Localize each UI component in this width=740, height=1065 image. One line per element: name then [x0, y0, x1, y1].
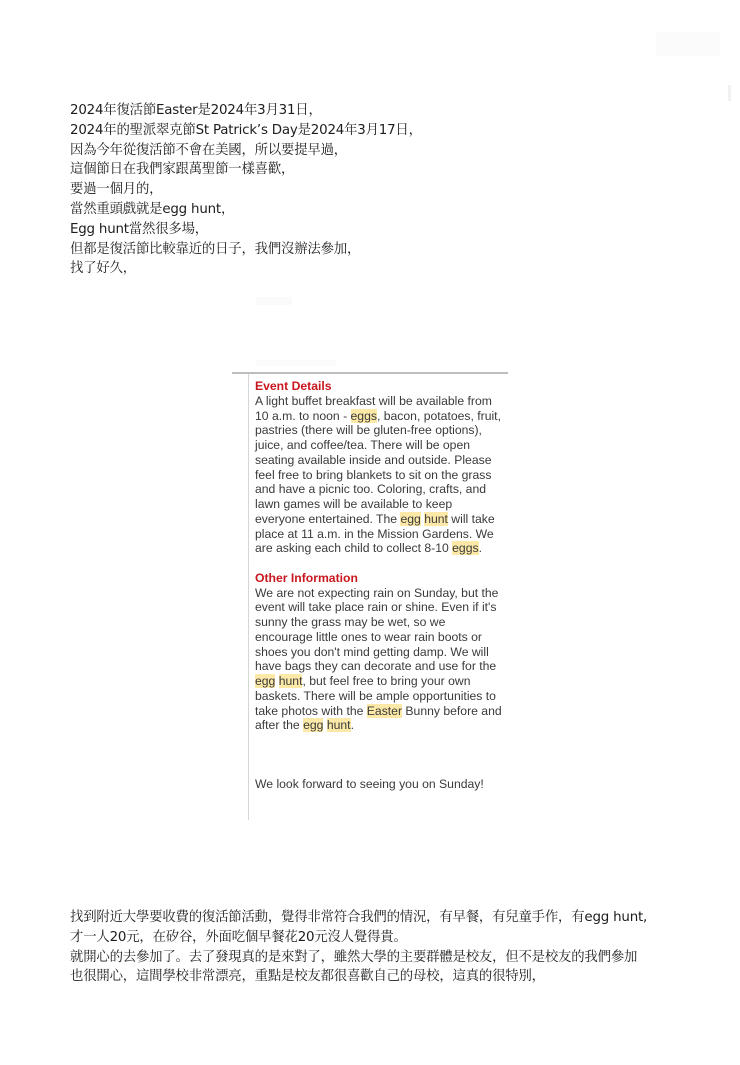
closing-line: We look forward to seeing you on Sunday! [255, 777, 484, 791]
outro-line: 才一人20元，在矽谷，外面吃個早餐花20元沒人覺得貴。 [70, 929, 407, 945]
intro-line: 2024年的聖派翠克節St Patrick’s Day是2024年3月17日， [70, 122, 422, 138]
text-segment: will take place at 11 a.m. in the Mission Gardens. We are asking each child to collect 8-10 [255, 511, 495, 556]
faint-caption [256, 297, 292, 305]
search-highlight: eggs [452, 541, 479, 556]
search-highlight: hunt [424, 511, 448, 526]
text-segment: , but feel free to bring your own baskets. There will be ample opportunities to take photos with the [255, 674, 496, 718]
intro-line: 因為今年從復活節不會在美國，所以要提早過， [70, 142, 348, 158]
text-segment: . [478, 541, 482, 556]
search-highlight: hunt [278, 674, 303, 688]
text-segment: A light buffet breakfast will be available from 10 a.m. to noon - [255, 393, 492, 423]
event-info-content [255, 379, 505, 792]
intro-line: 但都是復活節比較靠近的日子，我們沒辦法參加， [70, 241, 361, 257]
intro-line: 這個節日在我們家跟萬聖節一樣喜歡， [70, 162, 295, 178]
other-information-section [255, 571, 505, 733]
outro-line: 也很開心，這間學校非常漂亮，重點是校友都很喜歡自己的母校，這真的很特別， [70, 969, 545, 985]
event-details-heading: Event Details [255, 379, 332, 393]
intro-paragraph [70, 101, 690, 279]
text-segment: , bacon, potatoes, fruit, pastries (there will be gluten-free options), juice, and coffee/tea. There will be open seating available inside and outside. Please feel free to bring blankets to sit on the grass and have a picnic too. Coloring, crafts, and lawn games will be available to keep everyone entertained. The [255, 408, 501, 526]
text-segment: Bunny before and after the [255, 703, 502, 733]
other-information-body [255, 586, 505, 734]
text-segment: . [350, 718, 354, 733]
intro-line: 找了好久， [70, 261, 136, 277]
search-highlight: hunt [326, 718, 351, 733]
intro-line: 要過一個月的， [70, 182, 163, 198]
faint-top-decoration [656, 32, 720, 56]
search-highlight: Easter [366, 703, 403, 718]
other-information-heading: Other Information [255, 570, 358, 585]
outro-paragraph [70, 908, 710, 987]
outro-line: 找到附近大學要收費的復活節活動，覺得非常符合我們的情況，有早餐，有兒童手作，有egg hunt, [70, 910, 648, 925]
text-segment: We are not expecting rain on Sunday, but the event will take place rain or shine. Even if it's sunny the grass may be wet, so we encourage little ones to wear rain boots or shoes you don't mind getting damp. We will have bags they can decorate and use for the [255, 585, 499, 674]
search-highlight: egg [255, 674, 276, 688]
event-info-screenshot [232, 372, 508, 822]
intro-line: Egg hunt當然很多場， [70, 221, 208, 237]
search-highlight: egg [303, 718, 324, 733]
top-divider [232, 372, 508, 374]
intro-line: 當然重頭戲就是egg hunt， [70, 201, 235, 217]
faint-caption [256, 360, 336, 366]
search-highlight: egg [400, 511, 421, 526]
event-details-body [255, 394, 505, 556]
outro-line: 就開心的去參加了。去了發現真的是來對了，雖然大學的主要群體是校友，但不是校友的我們參加 [70, 949, 638, 965]
intro-line: 2024年復活節Easter是2024年3月31日， [70, 103, 322, 118]
left-border [248, 374, 249, 820]
faint-edge-mark [728, 85, 731, 101]
search-highlight: eggs [350, 408, 377, 423]
